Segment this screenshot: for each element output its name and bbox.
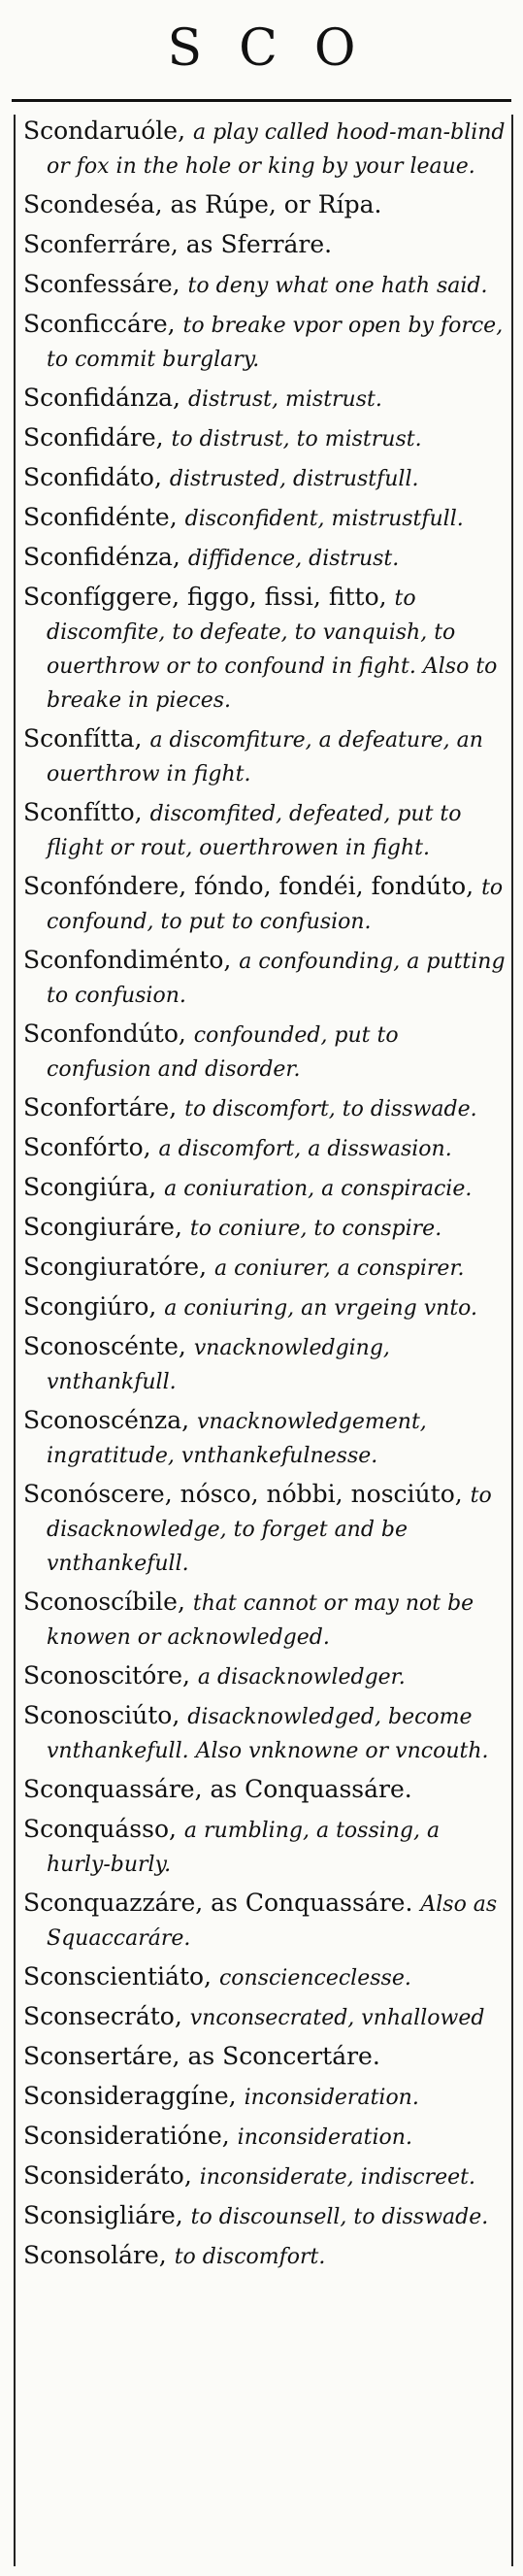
dictionary-entry [23, 1018, 506, 1086]
entry-definition: Also as Squaccaráre. [47, 1892, 498, 1951]
entry-headword: Sconfidáto, [23, 463, 162, 491]
entry-definition: diffidence, distrust. [187, 547, 400, 571]
dictionary-entry [23, 421, 506, 455]
page-header [0, 0, 523, 97]
dictionary-entry [23, 228, 506, 262]
dictionary-entry [23, 1131, 506, 1165]
header-rule [12, 99, 511, 102]
entry-headword: Scongiuráre, [23, 1213, 182, 1241]
entry-definition: vnconsecrated, vnhallowed [189, 2006, 485, 2030]
dictionary-entry [23, 1091, 506, 1125]
dictionary-entry [23, 722, 506, 790]
entry-definition: disconfident, mistrustfull. [184, 507, 464, 531]
entry-headword: Sconóscere, nósco, nóbbi, nosciúto, [23, 1480, 463, 1508]
entry-definition: a play called hood-man-blind or fox in the hole or king by your leaue. [47, 120, 506, 179]
dictionary-entry [23, 870, 506, 938]
dictionary-entry [23, 1699, 506, 1767]
entry-definition: conscienceclesse. [218, 1966, 411, 1991]
entry-definition: distrust, mistrust. [187, 387, 382, 412]
dictionary-entry [23, 1586, 506, 1654]
entry-definition: inconsideration. [244, 2086, 419, 2110]
entry-headword: Sconfóndere, fóndo, fondéi, fondúto, [23, 872, 474, 900]
entry-headword: Sconoscénte, [23, 1332, 186, 1360]
dictionary-entry [23, 308, 506, 376]
entry-headword: Sconsoláre, [23, 2241, 167, 2269]
entry-definition: to confound, to put to confusion. [47, 876, 504, 934]
entry-definition: vnacknowledgement, ingratitude, vnthankefulnesse. [47, 1410, 427, 1468]
entry-definition: to breake vpor open by force, to commit burglary. [47, 314, 504, 372]
dictionary-entry [23, 1887, 506, 1955]
dictionary-entry [23, 2000, 506, 2034]
entry-definition: to discomfort. [174, 2245, 326, 2269]
entry-headword: Sconferráre, as Sferráre. [23, 230, 333, 258]
entry-definition: a discomfiture, a defeature, an ouerthrow in fight. [47, 728, 483, 786]
entry-definition: confounded, put to confusion and disorder. [47, 1023, 399, 1082]
dictionary-entry [23, 796, 506, 864]
entry-headword: Sconfidáre, [23, 423, 164, 452]
entry-definition: to deny what one hath said. [187, 274, 488, 298]
left-border [14, 115, 16, 2566]
dictionary-entry [23, 1813, 506, 1881]
entry-headword: Sconfítto, [23, 798, 143, 826]
dictionary-entry [23, 1404, 506, 1472]
dictionary-entry [23, 461, 506, 495]
dictionary-entry [23, 2159, 506, 2193]
entry-definition: inconsiderate, indiscreet. [199, 2165, 475, 2190]
dictionary-entry [23, 1290, 506, 1324]
entry-headword: Sconfortáre, [23, 1093, 178, 1121]
entry-headword: Sconfidánza, [23, 384, 180, 412]
entry-headword: Scongiúro, [23, 1292, 157, 1321]
entry-headword: Sconfidénte, [23, 503, 178, 531]
dictionary-entry [23, 115, 506, 183]
entry-headword: Sconsertáre, as Sconcertáre. [23, 2042, 380, 2070]
entry-headword: Sconsideratióne, [23, 2122, 230, 2150]
dictionary-entry [23, 268, 506, 302]
entry-definition: inconsideration. [237, 2125, 412, 2150]
entry-definition: to disacknowledge, to forget and be vnthankefull. [47, 1484, 492, 1576]
right-border [511, 115, 513, 2566]
dictionary-entry [23, 541, 506, 575]
dictionary-entry [23, 1251, 506, 1285]
entry-headword: Scongiúra, [23, 1173, 157, 1201]
entry-definition: a discomfort, a disswasion. [158, 1137, 452, 1161]
entry-definition: a coniuring, an vrgeing vnto. [164, 1296, 478, 1321]
entry-definition: to discomfort, to disswade. [184, 1097, 477, 1121]
dictionary-entry [23, 1659, 506, 1693]
entry-headword: Sconfórto, [23, 1133, 151, 1161]
entry-definition: that cannot or may not be knowen or acknowledged. [47, 1591, 474, 1650]
entry-headword: Sconfíggere, figgo, fissi, fitto, [23, 583, 387, 611]
entry-headword: Sconfondúto, [23, 1020, 186, 1048]
entry-definition: a coniuration, a conspiracie. [164, 1177, 473, 1201]
entry-headword: Sconquásso, [23, 1815, 177, 1843]
entry-headword: Sconsideraggíne, [23, 2082, 237, 2110]
entry-definition: vnacknowledging, vnthankfull. [47, 1336, 390, 1394]
entry-definition: disacknowledged, become vnthankefull. Also vnknowne or vncouth. [47, 1705, 489, 1763]
entry-definition: a rumbling, a tossing, a hurly-burly. [47, 1819, 441, 1877]
page-title: SCO [167, 19, 393, 78]
dictionary-entry [23, 2040, 506, 2074]
entry-headword: Sconsigliáre, [23, 2201, 183, 2229]
entry-headword: Sconsideráto, [23, 2161, 192, 2190]
entry-definition: distrusted, distrustfull. [169, 467, 419, 491]
entry-headword: Sconosciúto, [23, 1701, 180, 1729]
entry-definition: to discounsell, to disswade. [190, 2205, 489, 2229]
entry-headword: Sconoscénza, [23, 1406, 190, 1434]
entry-headword: Scongiuratóre, [23, 1253, 208, 1281]
entry-definition: discomfited, defeated, put to flight or rout, ouerthrowen in fight. [47, 802, 462, 860]
dictionary-entry [23, 2199, 506, 2233]
dictionary-entry [23, 1330, 506, 1398]
entry-definition: to discomfite, to defeate, to vanquish, to ouerthrow or to confound in fight. Also to breake in pieces. [47, 586, 498, 713]
entry-definition: a disacknowledger. [197, 1665, 406, 1689]
entry-headword: Sconquazzáre, as Conquassáre. [23, 1889, 413, 1917]
entry-headword: Sconoscíbile, [23, 1588, 185, 1616]
dictionary-entry [23, 2080, 506, 2114]
entry-headword: Sconfessáre, [23, 270, 180, 298]
entry-headword: Sconfidénza, [23, 543, 180, 571]
entry-headword: Sconfítta, [23, 724, 143, 753]
dictionary-entry [23, 1478, 506, 1580]
entry-headword: Sconfondiménto, [23, 946, 232, 974]
entry-definition: a confounding, a putting to confusion. [47, 950, 506, 1008]
entry-headword: Scondaruóle, [23, 117, 186, 145]
dictionary-entry [23, 1773, 506, 1807]
entry-definition: a coniurer, a conspirer. [213, 1256, 465, 1281]
dictionary-column [23, 115, 506, 2279]
dictionary-entry [23, 2239, 506, 2273]
entry-definition: to distrust, to mistrust. [171, 427, 422, 452]
entry-headword: Sconscientiáto, [23, 1962, 212, 1991]
dictionary-entry [23, 1960, 506, 1994]
dictionary-entry [23, 1211, 506, 1245]
entry-headword: Sconficcáre, [23, 310, 176, 338]
dictionary-entry [23, 2120, 506, 2154]
entry-definition: to coniure, to conspire. [189, 1217, 442, 1241]
dictionary-entry [23, 188, 506, 222]
entry-headword: Scondeséa, as Rúpe, or Rípa. [23, 190, 382, 218]
dictionary-entry [23, 1171, 506, 1205]
entry-headword: Sconquassáre, as Conquassáre. [23, 1775, 412, 1803]
dictionary-entry [23, 501, 506, 535]
dictionary-entry [23, 581, 506, 717]
dictionary-entry [23, 382, 506, 416]
entry-headword: Sconsecráto, [23, 2002, 182, 2030]
entry-headword: Sconoscitóre, [23, 1661, 190, 1689]
dictionary-entry [23, 944, 506, 1012]
